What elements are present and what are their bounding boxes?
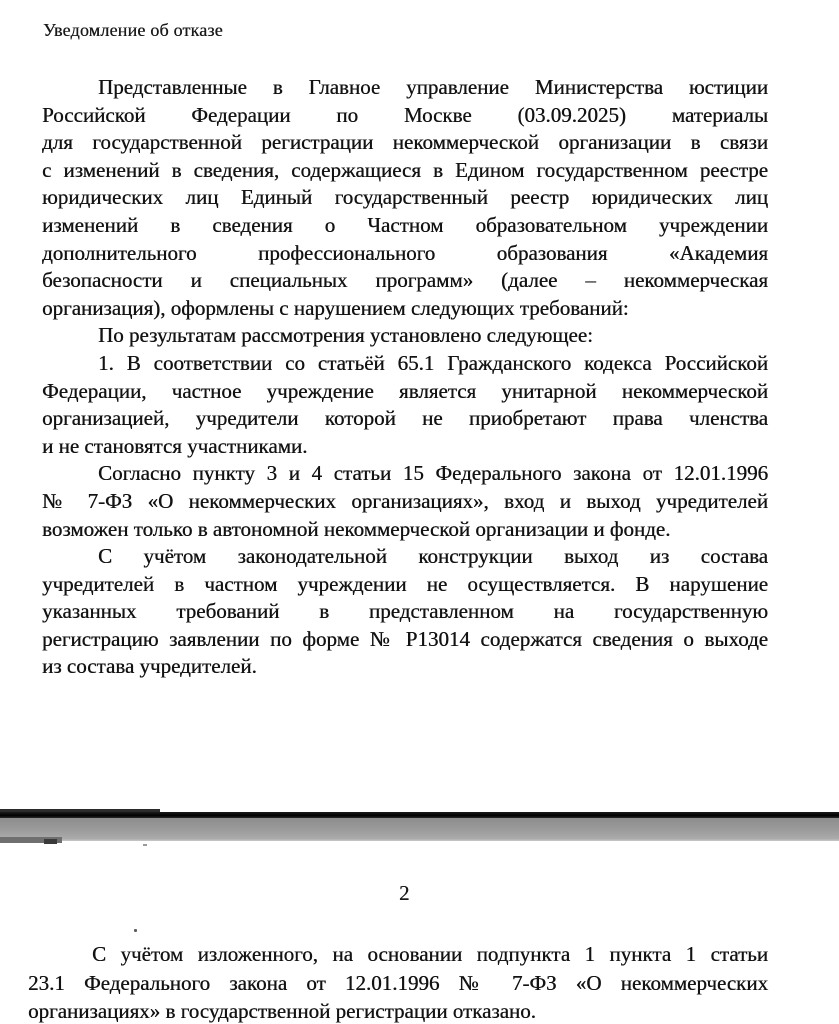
page2-body-text xyxy=(28,940,768,1024)
text-line: 23.1 Федерального закона от 12.01.1996 № 7-ФЗ «О некоммерческих xyxy=(28,970,768,995)
text-line: С учётом законодательной конструкции выход из состава xyxy=(98,544,768,569)
text-line: организациях» в государственной регистрации отказано. xyxy=(28,999,536,1023)
text-line: возможен только в автономной некоммерческой организации и фонде. xyxy=(42,516,671,541)
text-line: Представленные в Главное управление Министерства юстиции xyxy=(98,75,768,99)
text-line: изменений в сведения о Частном образовательном учреждении xyxy=(42,212,768,237)
text-line: указанных требований в представленном на государственную xyxy=(42,599,768,624)
text-line: организация), оформлены с нарушением следующих требований: xyxy=(42,295,629,320)
document-header: Уведомление об отказе xyxy=(43,20,223,40)
text-line: № 7-ФЗ «О некоммерческих организациях», вход и выход учредителей xyxy=(42,488,768,513)
scan-artifact-dot xyxy=(143,844,147,846)
text-line: регистрацию заявлении по форме № Р13014 содержатся сведения о выходе xyxy=(42,626,768,651)
text-line: 1. В соответствии со статьёй 65.1 Гражданского кодекса Российской xyxy=(98,350,768,375)
page-number: 2 xyxy=(399,881,410,905)
text-line: По результатам рассмотрения установлено следующее: xyxy=(98,323,593,348)
text-line: Согласно пункту 3 и 4 статьи 15 Федерального закона от 12.01.1996 xyxy=(98,461,768,486)
text-line: для государственной регистрации некоммерческой организации в связи xyxy=(42,130,768,155)
scan-artifact-dot xyxy=(134,929,137,932)
text-line: Федерации, частное учреждение является унитарной некоммерческой xyxy=(42,378,768,403)
scan-artifact-mark xyxy=(44,839,57,844)
text-line: Российской Федерации по Москве (03.09.2025) материалы xyxy=(42,102,768,127)
page1-body-text xyxy=(42,74,768,681)
text-line: и не становятся участниками. xyxy=(42,433,308,458)
text-line: безопасности и специальных программ» (далее – некоммерческая xyxy=(42,268,768,293)
text-line: юридических лиц Единый государственный реестр юридических лиц xyxy=(42,185,768,210)
page-break-scan-band xyxy=(0,818,839,841)
text-line: из состава учредителей. xyxy=(42,654,257,679)
text-line: С учётом изложенного, на основании подпункта 1 пункта 1 статьи xyxy=(92,942,768,966)
text-line: дополнительного профессионального образования «Академия xyxy=(42,240,768,265)
text-line: учредителей в частном учреждении не осуществляется. В нарушение xyxy=(42,571,768,596)
text-line: с изменений в сведения, содержащиеся в Едином государственном реестре xyxy=(42,157,768,182)
text-line: организацией, учредители которой не приобретают права членства xyxy=(42,406,768,431)
